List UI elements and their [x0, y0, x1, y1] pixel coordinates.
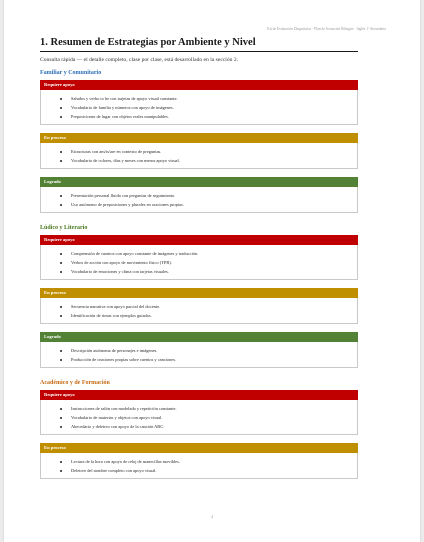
list-item: Abecedario y deletreo con apoyo de la canción ABC.	[49, 422, 351, 431]
group-title: Académico y de Formación	[40, 380, 110, 386]
level-box-logrado	[40, 332, 358, 368]
list-item: Identificación de rimas con ejemplos guiados.	[49, 311, 351, 320]
group-familiar	[40, 70, 358, 213]
level-body	[40, 245, 358, 280]
level-body	[40, 143, 358, 169]
level-header: Requiere apoyo	[40, 80, 358, 90]
level-header: Logrado	[40, 332, 358, 342]
level-box-proceso	[40, 288, 358, 324]
strategy-list	[49, 191, 351, 209]
strategy-list	[49, 457, 351, 475]
level-body	[40, 90, 358, 125]
page-content	[40, 37, 358, 479]
document-page	[4, 0, 420, 542]
level-box-requiere	[40, 235, 358, 280]
list-item: Presentación personal fluida con preguntas de seguimiento.	[49, 191, 351, 200]
level-body	[40, 342, 358, 368]
list-item: Comprensión de cuentos con apoyo constante de imágenes y traducción.	[49, 249, 351, 258]
group-academico	[40, 380, 358, 479]
list-item: Estructuras con am/is/are en contexto de preguntas.	[49, 147, 351, 156]
list-item: Vocabulario de materias y objetos con apoyo visual.	[49, 413, 351, 422]
list-item: Deletreo del nombre completo con apoyo visual.	[49, 466, 351, 475]
strategy-list	[49, 94, 351, 121]
level-header: Logrado	[40, 177, 358, 187]
level-box-logrado	[40, 177, 358, 213]
level-header: Requiere apoyo	[40, 390, 358, 400]
level-box-requiere	[40, 80, 358, 125]
level-header: En proceso	[40, 133, 358, 143]
list-item: Saludos y verbo to be con tarjetas de apoyo visual constante.	[49, 94, 351, 103]
running-header: Kit de Evaluación Diagnóstica · Plan de Actuación Bilingüe · Inglés 1º Secundaria	[267, 27, 386, 31]
strategy-list	[49, 302, 351, 320]
level-header: En proceso	[40, 288, 358, 298]
section-intro: Consulta rápida — el detalle completo, clase por clase, está desarrollado en la sección 2.	[40, 57, 239, 63]
list-item: Vocabulario de emociones y clima con tarjetas visuales.	[49, 267, 351, 276]
section-title: 1. Resumen de Estrategias por Ambiente y Nivel	[40, 37, 358, 52]
group-ludico	[40, 225, 358, 368]
level-body	[40, 187, 358, 213]
list-item: Uso autónomo de preposiciones y plurales en oraciones propias.	[49, 200, 351, 209]
list-item: Preposiciones de lugar con objetos reales manipulables.	[49, 112, 351, 121]
level-body	[40, 400, 358, 435]
list-item: Secuencia narrativa con apoyo parcial del docente.	[49, 302, 351, 311]
list-item: Descripción autónoma de personajes e imágenes.	[49, 346, 351, 355]
list-item: Verbos de acción con apoyo de movimiento físico (TPR).	[49, 258, 351, 267]
page-number: 4	[211, 514, 213, 519]
strategy-list	[49, 404, 351, 431]
list-item: Vocabulario de familia y números con apoyo de imágenes.	[49, 103, 351, 112]
level-header: Requiere apoyo	[40, 235, 358, 245]
list-item: Vocabulario de colores, días y meses con menor apoyo visual.	[49, 156, 351, 165]
level-body	[40, 298, 358, 324]
strategy-list	[49, 249, 351, 276]
level-box-requiere	[40, 390, 358, 435]
list-item: Producción de oraciones propias sobre cuentos y canciones.	[49, 355, 351, 364]
group-title: Familiar y Comunitario	[40, 70, 102, 76]
level-body	[40, 453, 358, 479]
strategy-list	[49, 346, 351, 364]
strategy-list	[49, 147, 351, 165]
level-box-proceso	[40, 133, 358, 169]
group-title: Lúdico y Literario	[40, 225, 88, 231]
list-item: Lectura de la hora con apoyo de reloj de manecillas movibles.	[49, 457, 351, 466]
list-item: Instrucciones de salón con modelado y repetición constante.	[49, 404, 351, 413]
level-box-proceso	[40, 443, 358, 479]
level-header: En proceso	[40, 443, 358, 453]
